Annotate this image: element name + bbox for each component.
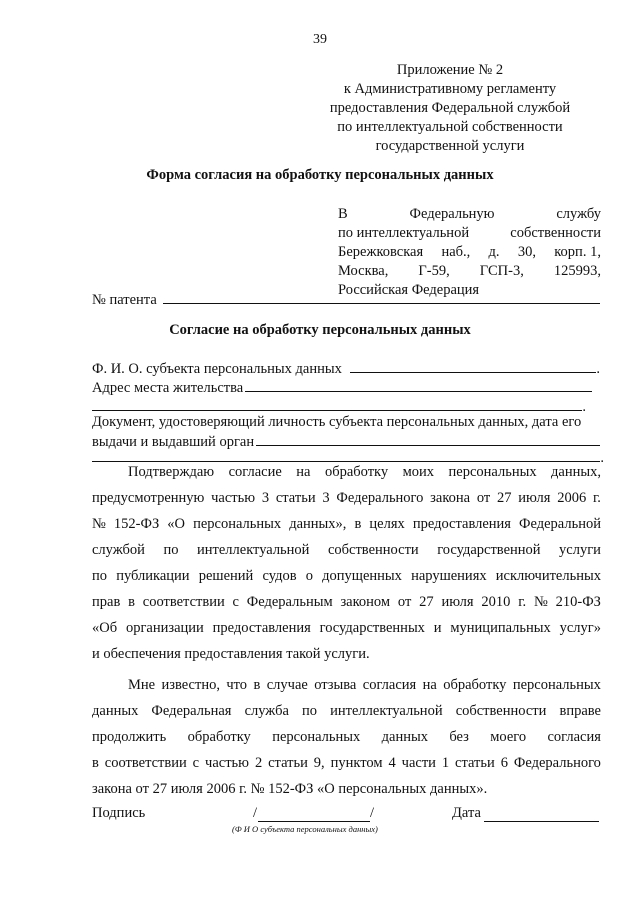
appendix-line-4: по интеллектуальной собственности bbox=[337, 119, 563, 135]
word: г. bbox=[592, 490, 601, 506]
word: данных, bbox=[551, 464, 601, 480]
address-line-4 bbox=[338, 262, 601, 281]
word: о bbox=[305, 568, 313, 584]
word: статьи bbox=[275, 490, 316, 506]
address-field bbox=[92, 378, 592, 397]
word: и обеспечения предоставления такой услуги. bbox=[92, 646, 370, 662]
word: Федеральным bbox=[246, 594, 333, 610]
word: 30, bbox=[517, 244, 536, 260]
word: в bbox=[128, 594, 135, 610]
address-period: . bbox=[582, 399, 586, 415]
page-number: 39 bbox=[313, 32, 327, 47]
word: «Об bbox=[92, 620, 118, 636]
word: 3 bbox=[322, 490, 330, 506]
p1-line-6 bbox=[92, 589, 601, 615]
word: муниципальных bbox=[450, 620, 551, 636]
word: июля bbox=[518, 490, 551, 506]
p2-line-5 bbox=[92, 776, 601, 802]
p1-line-5 bbox=[92, 563, 601, 589]
word: собственности bbox=[510, 225, 601, 241]
word: целях bbox=[369, 516, 405, 532]
word: допущенных bbox=[322, 568, 402, 584]
word: без bbox=[449, 729, 469, 745]
word: обработку bbox=[187, 729, 251, 745]
word: моего bbox=[490, 729, 527, 745]
word: соответствии bbox=[104, 755, 187, 771]
word: собственности bbox=[455, 703, 547, 719]
word: 27 bbox=[419, 594, 434, 610]
word: от bbox=[397, 594, 412, 610]
word: прав bbox=[92, 594, 121, 610]
word: по bbox=[92, 568, 108, 584]
word: известно, bbox=[161, 677, 220, 693]
word: службу bbox=[556, 206, 601, 222]
word: продолжить bbox=[92, 729, 167, 745]
word: с bbox=[232, 594, 239, 610]
p2-line-3 bbox=[92, 724, 601, 750]
word: д. bbox=[488, 244, 500, 260]
p1-line-3 bbox=[92, 511, 601, 537]
date-label: Дата bbox=[452, 805, 481, 821]
word: случае bbox=[266, 677, 308, 693]
word: Федерального bbox=[336, 490, 424, 506]
word: 9, bbox=[313, 755, 325, 771]
word: г. bbox=[518, 594, 527, 610]
word: интеллектуальной bbox=[197, 542, 310, 558]
word: вправе bbox=[559, 703, 601, 719]
p1-line-1 bbox=[128, 459, 601, 485]
word: 4 bbox=[388, 755, 396, 771]
word: персональных bbox=[272, 729, 361, 745]
p1-line-2 bbox=[92, 485, 601, 511]
form-title: Форма согласия на обработку персональных данных bbox=[146, 167, 494, 183]
word: решений bbox=[198, 568, 254, 584]
word: публикации bbox=[116, 568, 190, 584]
patent-field bbox=[92, 290, 600, 309]
word: Бережковская bbox=[338, 244, 424, 260]
word: в bbox=[354, 516, 362, 532]
word: Федерального bbox=[513, 755, 601, 771]
word: закона от 27 июля 2006 г. № 152-ФЗ «О персональных данных». bbox=[92, 781, 488, 797]
appendix-line-1: Приложение № 2 bbox=[396, 62, 504, 78]
word: услуги bbox=[559, 542, 601, 558]
word: от bbox=[476, 490, 491, 506]
word: в bbox=[92, 755, 99, 771]
word: части bbox=[401, 755, 436, 771]
word: в bbox=[253, 677, 261, 693]
word: 27 bbox=[497, 490, 512, 506]
word: персональных bbox=[193, 516, 282, 532]
word: Федеральную bbox=[409, 206, 495, 222]
p1-line-7 bbox=[92, 615, 601, 641]
word: на bbox=[296, 464, 311, 480]
word: Мне bbox=[128, 677, 156, 693]
word: предоставления bbox=[212, 620, 311, 636]
word: июля bbox=[441, 594, 474, 610]
word: что bbox=[226, 677, 248, 693]
word: частью bbox=[211, 490, 256, 506]
word: моих bbox=[402, 464, 435, 480]
fio-period: . bbox=[596, 361, 600, 377]
address-line-1 bbox=[338, 205, 601, 224]
word: предусмотренную bbox=[92, 490, 205, 506]
word: с bbox=[192, 755, 200, 771]
word: и bbox=[433, 620, 442, 636]
signature-label: Подпись bbox=[92, 805, 146, 821]
word: 2006 bbox=[557, 490, 587, 506]
word: обработку bbox=[443, 677, 507, 693]
word: интеллектуальной bbox=[330, 703, 443, 719]
word: законом bbox=[340, 594, 391, 610]
word: 1 bbox=[441, 755, 450, 771]
word: персональных bbox=[512, 677, 601, 693]
consent-paragraph-1 bbox=[92, 459, 601, 667]
signature-input-line[interactable] bbox=[258, 808, 370, 822]
p2-line-4 bbox=[92, 750, 601, 776]
word: В bbox=[338, 206, 348, 222]
p1-line-8 bbox=[92, 641, 601, 667]
address-input-line[interactable] bbox=[245, 378, 592, 392]
word: государственных bbox=[319, 620, 425, 636]
fio-label: Ф. И. О. субъекта персональных данных bbox=[92, 361, 342, 377]
word: согласия bbox=[362, 677, 417, 693]
word: данных bbox=[381, 729, 428, 745]
consent-paragraph-2 bbox=[92, 672, 601, 802]
address-line-5: Российская Федерация bbox=[338, 282, 480, 298]
address-line-2 bbox=[338, 224, 601, 243]
word: согласие bbox=[228, 464, 282, 480]
appendix-line-5: государственной услуги bbox=[375, 138, 525, 154]
word: 2 bbox=[254, 755, 263, 771]
address-input-line-2[interactable] bbox=[92, 397, 582, 411]
word: нарушениях bbox=[411, 568, 487, 584]
word: «О bbox=[167, 516, 186, 532]
word: согласия bbox=[547, 729, 601, 745]
word: закона bbox=[430, 490, 471, 506]
word: персональных bbox=[448, 464, 537, 480]
word: статьи bbox=[455, 755, 495, 771]
p1-line-4 bbox=[92, 537, 601, 563]
word: статьи bbox=[268, 755, 308, 771]
word: государственной bbox=[437, 542, 541, 558]
word: 152-ФЗ bbox=[113, 516, 160, 532]
fio-field bbox=[92, 359, 600, 378]
word: частью bbox=[205, 755, 249, 771]
word: 210-ФЗ bbox=[555, 594, 601, 610]
word: предоставления bbox=[412, 516, 511, 532]
p2-line-2 bbox=[92, 698, 601, 724]
word: 6 bbox=[500, 755, 508, 771]
word: судов bbox=[262, 568, 297, 584]
word: соответствии bbox=[142, 594, 225, 610]
word: исключительных bbox=[495, 568, 601, 584]
date-input-line[interactable] bbox=[484, 808, 599, 822]
p2-line-1 bbox=[128, 672, 601, 698]
word: на bbox=[422, 677, 437, 693]
document-label-line-2: выдачи и выдавший орган bbox=[92, 434, 255, 450]
address-line-3 bbox=[338, 243, 601, 262]
document-label-line-1: Документ, удостоверяющий личность субъекта персональных данных, дата его bbox=[92, 414, 582, 430]
fio-input-line[interactable] bbox=[350, 359, 597, 373]
word: данных», bbox=[289, 516, 347, 532]
word: Г-59, bbox=[418, 263, 450, 279]
word: собственности bbox=[327, 542, 419, 558]
word: 125993, bbox=[553, 263, 601, 279]
signature-slash-left: / bbox=[253, 805, 258, 821]
word: обработку bbox=[324, 464, 389, 480]
word: наб., bbox=[441, 244, 471, 260]
appendix-line-2: к Административному регламенту bbox=[343, 81, 557, 97]
word: № bbox=[92, 516, 106, 532]
word: организации bbox=[125, 620, 204, 636]
word: ГСП-3, bbox=[479, 263, 524, 279]
patent-input-line[interactable] bbox=[163, 290, 600, 304]
word: по bbox=[302, 703, 318, 719]
word: пунктом bbox=[330, 755, 383, 771]
word: отзыва bbox=[314, 677, 357, 693]
word: Федеральная bbox=[151, 703, 232, 719]
word: услуг» bbox=[559, 620, 601, 636]
consent-title: Согласие на обработку персональных данных bbox=[169, 322, 471, 338]
patent-label: № патента bbox=[92, 292, 157, 308]
word: Москва, bbox=[338, 263, 389, 279]
word: по интеллектуальной bbox=[338, 225, 470, 241]
word: по bbox=[163, 542, 179, 558]
word: служба bbox=[244, 703, 289, 719]
word: 2010 bbox=[481, 594, 511, 610]
word: 3 bbox=[261, 490, 270, 506]
signature-slash-right: / bbox=[370, 805, 375, 821]
word: № bbox=[533, 594, 548, 610]
address-label: Адрес места жительства bbox=[92, 380, 244, 396]
word: корп. 1, bbox=[554, 244, 601, 260]
word: службой bbox=[92, 542, 145, 558]
document-period: . bbox=[600, 450, 604, 466]
document-input-line[interactable] bbox=[256, 432, 600, 446]
signature-note: (Ф И О субъекта персональных данных) bbox=[232, 824, 378, 834]
word: Федеральной bbox=[519, 516, 601, 532]
appendix-line-3: предоставления Федеральной службой bbox=[329, 100, 571, 116]
word: Подтверждаю bbox=[128, 464, 215, 480]
word: данных bbox=[92, 703, 139, 719]
